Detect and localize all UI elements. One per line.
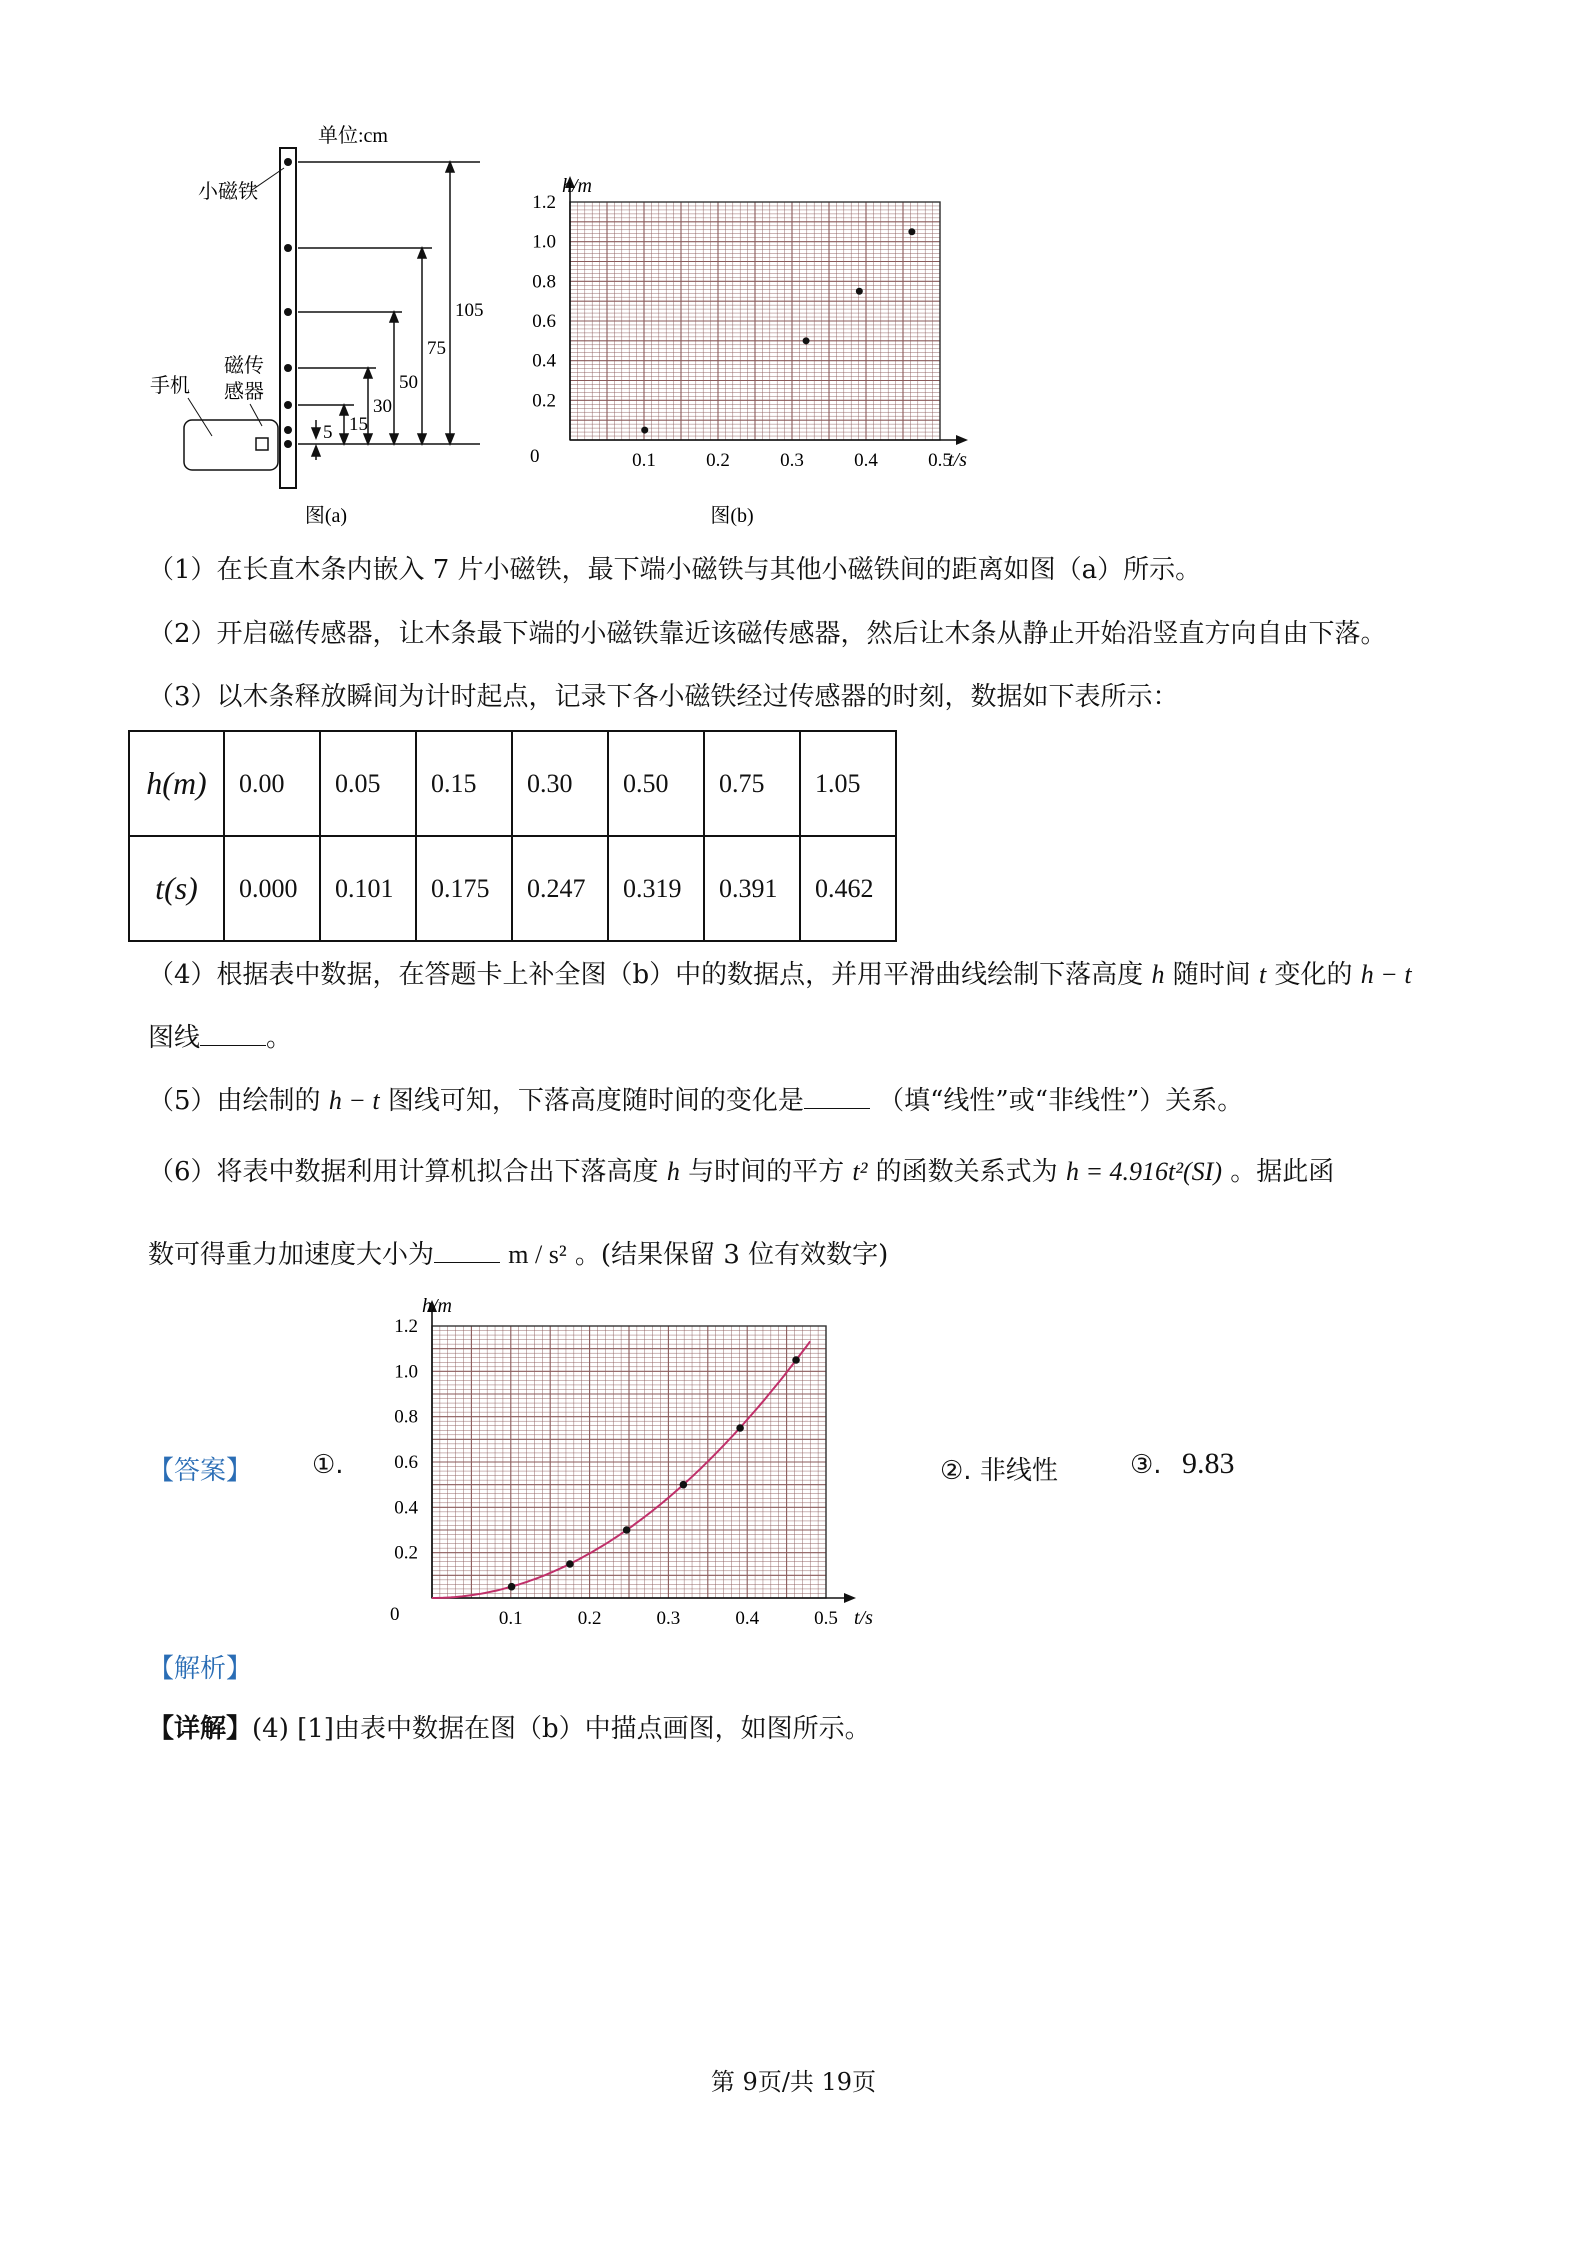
y-tick-label: 0.2 <box>532 390 556 412</box>
table-cell: 0.462 <box>800 836 896 941</box>
table-cell: 0.000 <box>224 836 320 941</box>
step-2: （2）开启磁传感器，让木条最下端的小磁铁靠近该磁传感器，然后让木条从静止开始沿竖直方向自由下落。 <box>148 619 1387 649</box>
chart-ans-xlabel: t/s <box>854 1607 873 1629</box>
caption-a: 图(a) <box>304 505 348 527</box>
table-cell: 0.101 <box>320 836 416 941</box>
answer-item-3-value: 9.83 <box>1182 1447 1235 1480</box>
table-cell: 0.75 <box>704 731 800 836</box>
answer-chart <box>350 1290 890 1650</box>
chart-b-xlabel: t/s <box>948 449 967 471</box>
x-tick-label: 0.5 <box>928 450 952 471</box>
y-tick-label: 0.4 <box>394 1497 418 1519</box>
dim-75: 75 <box>427 338 446 359</box>
step-6 <box>148 1155 1334 1189</box>
chart-ans-origin: 0 <box>390 1604 400 1625</box>
table-cell: 0.00 <box>224 731 320 836</box>
phone <box>184 420 278 470</box>
step-5-text-a: （5）由绘制的 <box>148 1086 321 1116</box>
caption-b: 图(b) <box>710 505 754 527</box>
chart-b-ylabel: h/m <box>562 175 592 197</box>
answer-tag: 【答案】 <box>148 1456 253 1486</box>
answer-blank-2[interactable] <box>804 1084 870 1109</box>
step-5-text-b: 图线可知，下落高度随时间的变化是 <box>387 1086 804 1116</box>
step-4-text-b: 随时间 <box>1172 960 1251 990</box>
step-5 <box>148 1084 1243 1118</box>
detail-text: (4) [1]由表中数据在图（b）中描点画图，如图所示。 <box>252 1714 871 1744</box>
unit-label: 单位:cm <box>318 125 388 147</box>
chart-axes <box>565 176 968 445</box>
data-point <box>736 1424 744 1432</box>
sensor-label-1: 磁传 <box>224 355 264 377</box>
symbol-h-t: h − t <box>328 1086 380 1115</box>
data-point <box>508 1583 516 1591</box>
magnet-dot <box>284 364 292 372</box>
x-tick-label: 0.1 <box>498 1608 523 1629</box>
sensor-pointer <box>250 404 262 426</box>
data-point <box>908 228 915 235</box>
step-4-text-c: 变化的 <box>1274 960 1353 990</box>
dim-30: 30 <box>373 396 392 417</box>
table-header-t: t(s) <box>129 836 224 941</box>
chart-tick-labels <box>394 1316 838 1629</box>
step-6-text-d: 。据此函 <box>1230 1157 1335 1187</box>
table-cell: 0.247 <box>512 836 608 941</box>
answer-item-2: ②. 非线性 <box>940 1456 1058 1486</box>
table-header-h: h(m) <box>129 731 224 836</box>
step-6-text-b: 与时间的平方 <box>688 1157 845 1187</box>
y-tick-label: 0.4 <box>532 350 556 372</box>
data-point <box>641 427 648 434</box>
symbol-h: h <box>666 1157 680 1186</box>
magnet-dot <box>284 426 292 434</box>
step-6-text-c: 的函数关系式为 <box>875 1157 1058 1187</box>
answer-item-1: ①. <box>312 1450 344 1480</box>
step-3: （3）以木条释放瞬间为计时起点，记录下各小磁铁经过传感器的时刻，数据如下表所示： <box>148 682 1179 712</box>
y-tick-label: 1.2 <box>394 1316 418 1337</box>
x-tick-label: 0.4 <box>854 450 878 471</box>
magnet-dot <box>284 158 292 166</box>
detail <box>148 1712 871 1746</box>
dim-15: 15 <box>349 414 368 435</box>
x-tick-label: 0.3 <box>656 1608 681 1629</box>
chart-ans-ylabel: h/m <box>422 1295 452 1317</box>
chart-data-points <box>641 228 915 433</box>
magnet-dot <box>284 308 292 316</box>
figure-a <box>140 120 520 540</box>
table-row-h <box>129 731 896 836</box>
data-point <box>566 1560 574 1568</box>
chart-axes <box>427 1300 856 1603</box>
dim-105: 105 <box>455 300 484 321</box>
chart-data-points <box>508 1356 800 1590</box>
dim-5: 5 <box>323 422 333 443</box>
x-axis-arrow <box>844 1593 856 1603</box>
data-point <box>856 288 863 295</box>
symbol-h-t: h − t <box>1360 960 1412 989</box>
step-4-text-a: （4）根据表中数据，在答题卡上补全图（b）中的数据点，并用平滑曲线绘制下落高度 <box>148 960 1144 990</box>
table-row-t <box>129 836 896 941</box>
table-cell: 0.391 <box>704 836 800 941</box>
table-cell: 0.50 <box>608 731 704 836</box>
table-cell: 0.15 <box>416 731 512 836</box>
step-6-text-a: （6）将表中数据利用计算机拟合出下落高度 <box>148 1157 659 1187</box>
table-cell: 0.319 <box>608 836 704 941</box>
magnetic-sensor <box>256 438 268 450</box>
phone-label: 手机 <box>150 375 190 397</box>
symbol-h: h <box>1151 960 1165 989</box>
step-4-text-d: 图线 <box>148 1023 201 1053</box>
magnet-dot <box>284 401 292 409</box>
magnet-dot <box>284 244 292 252</box>
chart-grid <box>570 202 940 440</box>
x-tick-label: 0.3 <box>780 450 804 471</box>
y-tick-label: 0.6 <box>532 311 556 332</box>
y-tick-label: 0.8 <box>532 271 556 293</box>
symbol-t: t <box>1259 960 1267 989</box>
figure-b-chart <box>500 170 1000 540</box>
x-tick-label: 0.1 <box>632 450 656 471</box>
table-cell: 0.05 <box>320 731 416 836</box>
y-tick-label: 1.0 <box>394 1361 418 1383</box>
step-4-cont: 图线 。 <box>148 1023 293 1053</box>
y-tick-label: 0.8 <box>394 1406 418 1428</box>
detail-tag: 【详解】 <box>148 1714 253 1744</box>
step-5-text-c: （填“线性”或“非线性”）关系。 <box>878 1086 1244 1116</box>
chart-b-origin: 0 <box>530 446 540 467</box>
fit-formula: h = 4.916t²(SI) <box>1065 1157 1222 1186</box>
table-cell: 0.30 <box>512 731 608 836</box>
data-table <box>128 730 897 942</box>
y-tick-label: 0.2 <box>394 1542 418 1564</box>
magnets <box>284 158 292 448</box>
table-cell: 0.175 <box>416 836 512 941</box>
x-tick-label: 0.4 <box>735 1608 760 1629</box>
data-point <box>680 1481 688 1489</box>
x-tick-label: 0.2 <box>706 450 730 471</box>
unit-label: m / s² <box>508 1240 567 1269</box>
analysis-tag: 【解析】 <box>148 1654 253 1684</box>
table-cell: 1.05 <box>800 731 896 836</box>
answer-blank-1[interactable] <box>200 1021 266 1046</box>
phone-pointer <box>188 398 212 436</box>
step-6-cont <box>148 1238 888 1272</box>
data-point <box>623 1526 631 1534</box>
wooden-rod <box>280 148 296 488</box>
answer-blank-3[interactable] <box>434 1238 500 1263</box>
data-point <box>803 337 810 344</box>
y-tick-label: 0.6 <box>394 1452 418 1473</box>
magnet-label: 小磁铁 <box>198 181 258 203</box>
step-6-text-f: 。(结果保留 3 位有效数字) <box>574 1240 889 1270</box>
step-6-text-e: 数可得重力加速度大小为 <box>148 1240 435 1270</box>
magnet-dot <box>284 440 292 448</box>
page-footer: 第 9页/共 19页 <box>710 2068 877 2096</box>
chart-grid <box>432 1326 826 1598</box>
dim-50: 50 <box>399 372 418 393</box>
y-tick-label: 1.0 <box>532 231 556 253</box>
data-point <box>792 1356 800 1364</box>
step-1: （1）在长直木条内嵌入 7 片小磁铁，最下端小磁铁与其他小磁铁间的距离如图（a）所示。 <box>148 555 1202 585</box>
x-tick-label: 0.2 <box>577 1608 602 1629</box>
y-tick-label: 1.2 <box>532 192 556 213</box>
x-axis-arrow <box>956 435 968 445</box>
step-4 <box>148 958 1412 992</box>
sensor-label-2: 感器 <box>224 381 264 403</box>
x-tick-label: 0.5 <box>814 1608 838 1629</box>
answer-item-3-label: ③. <box>1130 1450 1162 1480</box>
symbol-t2: t² <box>852 1157 868 1186</box>
